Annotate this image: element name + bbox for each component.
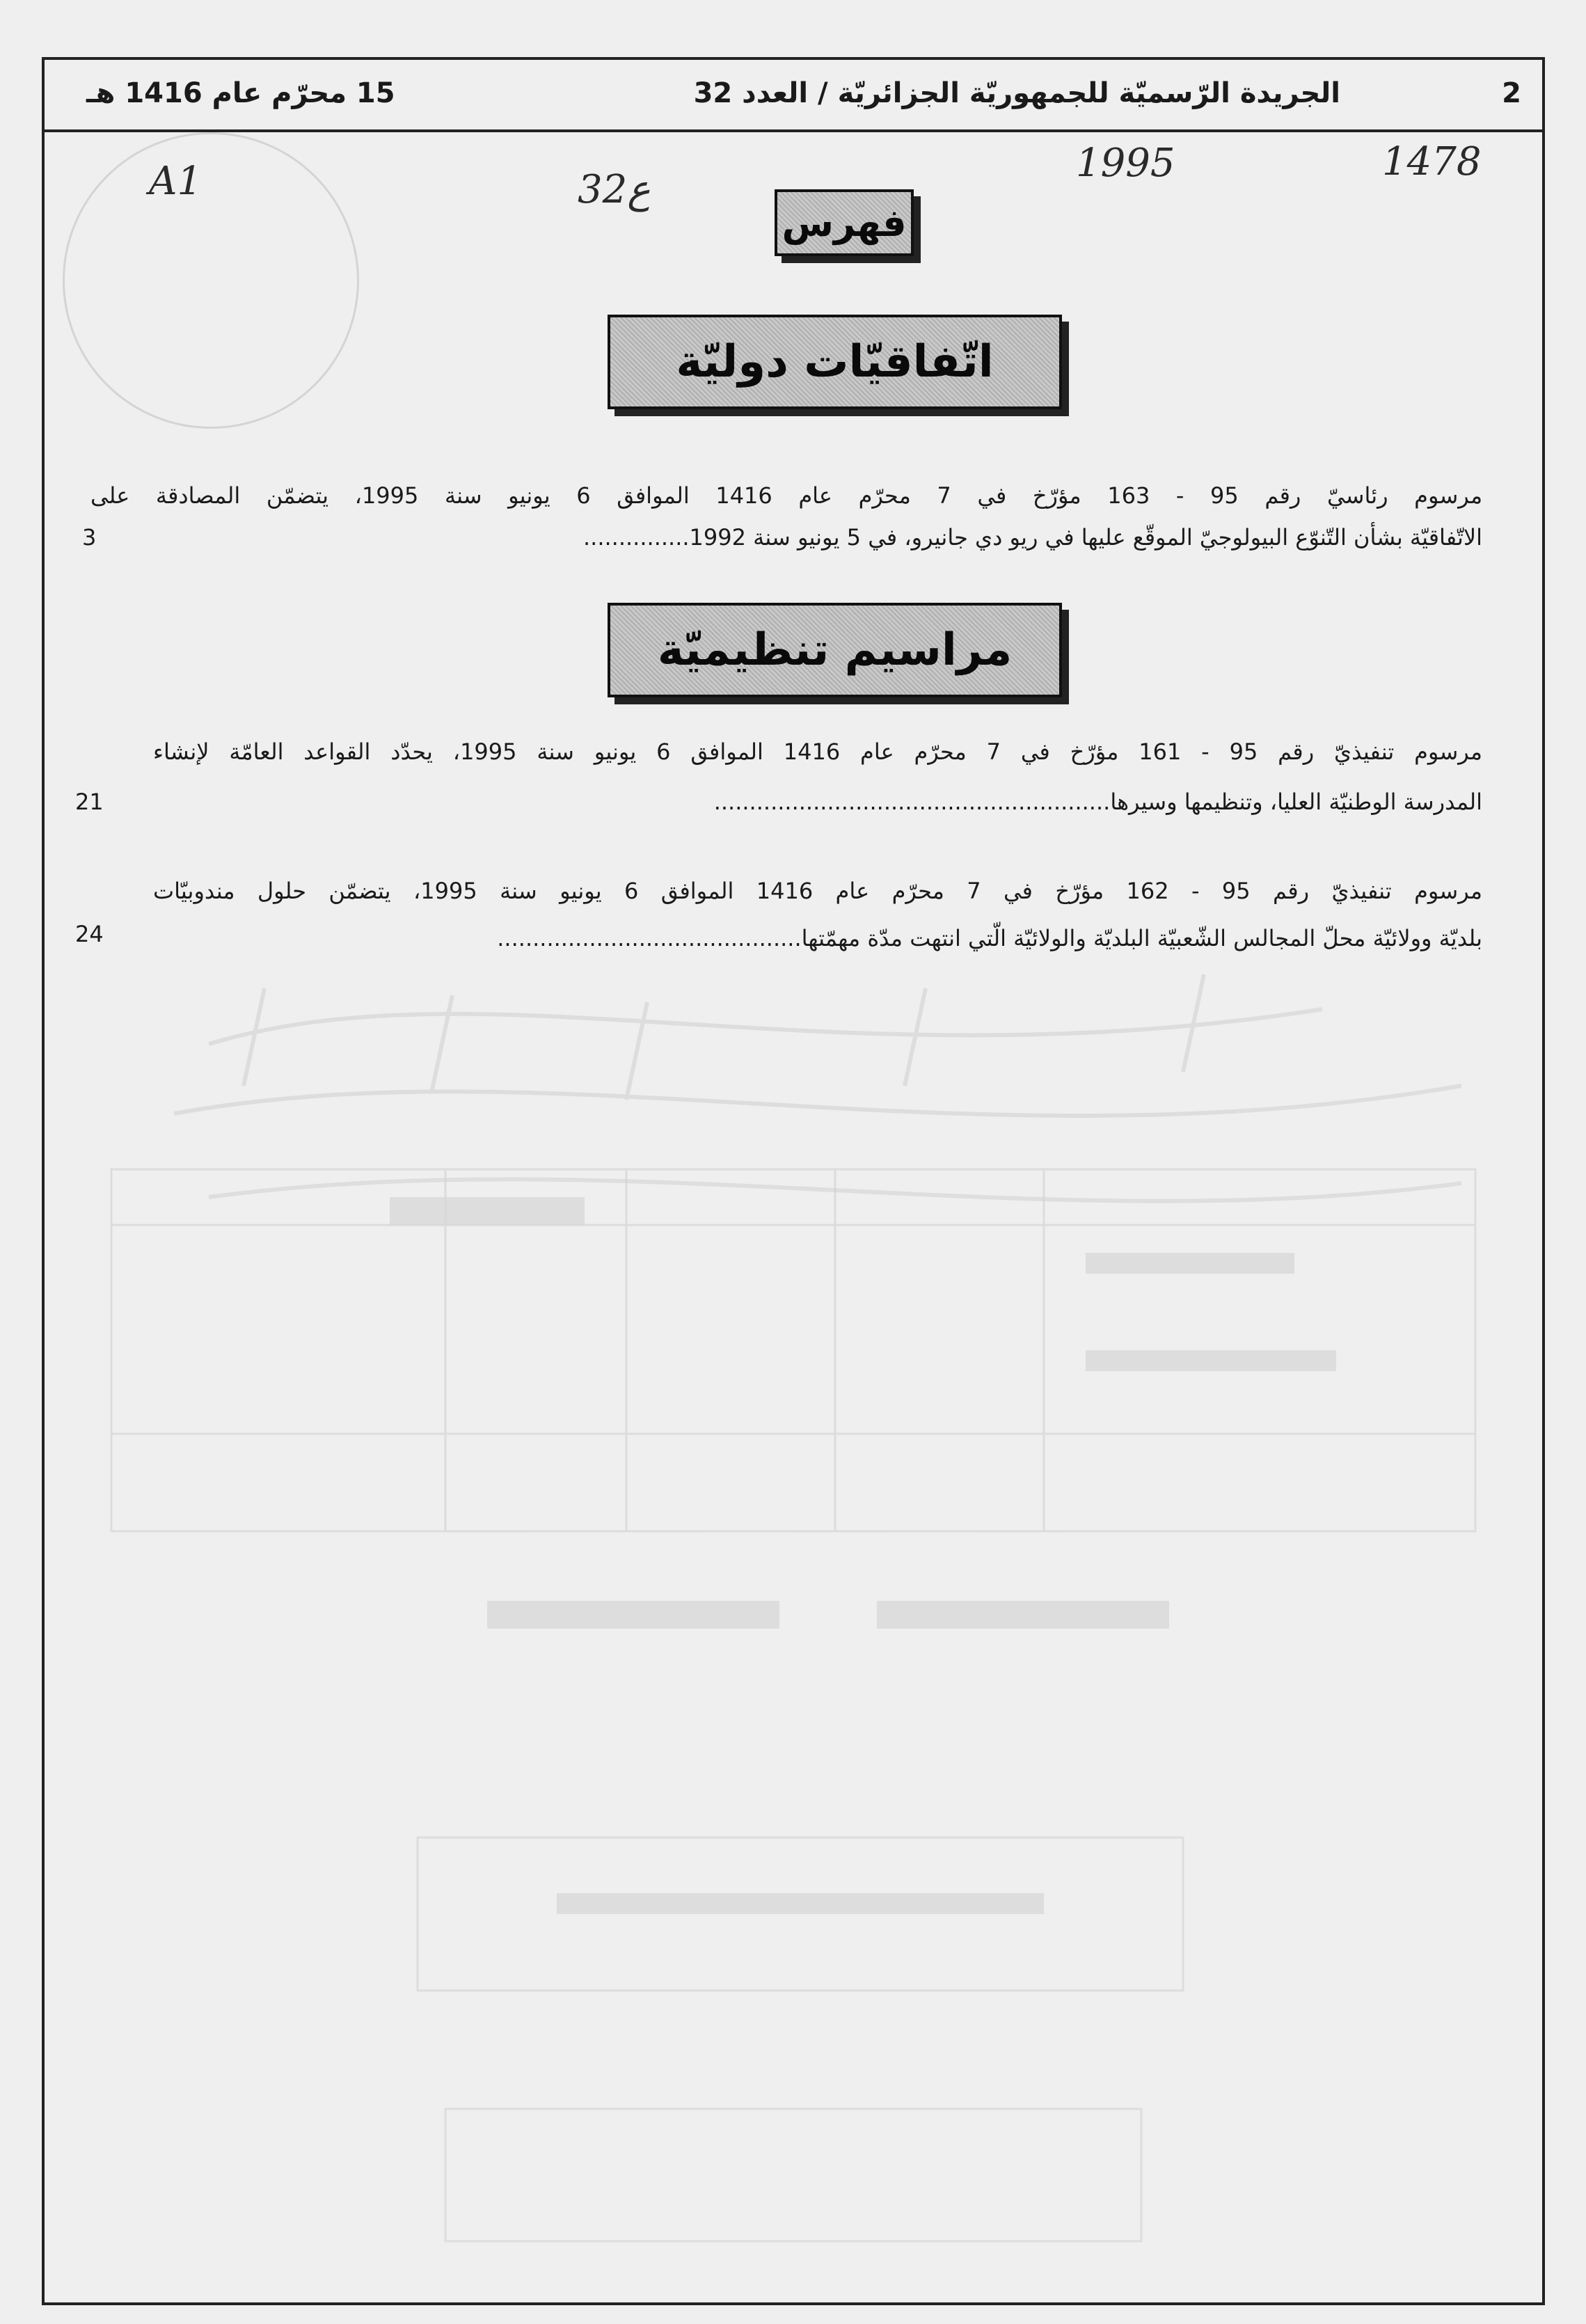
issue-date: 15 محرّم عام 1416 هـ [86, 77, 395, 109]
handwritten-issue-note: 32ع [578, 167, 651, 212]
journal-issue-title: الجريدة الرّسميّة للجمهوريّة الجزائريّة / العدد 32 [693, 77, 1340, 109]
entry-2-line-1: مرسوم تنفيذيّ رقم 95 - 161 مؤرّخ في 7 محرّم عام 1416 الموافق 6 يونيو سنة 1995، يحدّد القواعد العامّة لإنشاء [153, 738, 1483, 765]
entry-3-line-2: بلديّة وولائيّة محلّ المجالس الشّعبيّة البلديّة والولائيّة الّتي انتهت مدّة مهمّتها........................................... [497, 925, 1482, 951]
handwritten-note-left: A1 [149, 159, 203, 204]
section-heading-regulatory-text: مراسيم تنظيميّة [657, 624, 1013, 676]
entry-1-line-2: الاتّفاقيّة بشأن التّنوّع البيولوجيّ الموقّع عليها في ريو دي جانيرو، في 5 يونيو سنة 1992............... [582, 524, 1482, 551]
entry-3-line-1: مرسوم تنفيذيّ رقم 95 - 162 مؤرّخ في 7 محرّم عام 1416 الموافق 6 يونيو سنة 1995، يتضمّن حلول مندوبيّات [153, 878, 1483, 904]
entry-1-line-1: مرسوم رئاسيّ رقم 95 - 163 مؤرّخ في 7 محرّم عام 1416 الموافق 6 يونيو سنة 1995، يتضمّن المصادقة على [90, 482, 1483, 509]
page-number: 2 [1502, 77, 1521, 109]
index-title-box [775, 189, 914, 256]
entry-3-page: 24 [75, 921, 104, 947]
section-heading-international-text: اتّفاقيّات دوليّة [676, 336, 994, 388]
index-title: فهرس [782, 200, 907, 245]
section-heading-international [608, 315, 1062, 409]
section-heading-regulatory [608, 603, 1062, 697]
entry-2-line-2: المدرسة الوطنيّة العليا، وتنظيمها وسيرها........................................................ [713, 789, 1482, 815]
handwritten-year: 1995 [1076, 141, 1175, 186]
entry-2-page: 21 [75, 789, 104, 815]
entry-1-page: 3 [82, 524, 97, 551]
handwritten-number: 1478 [1382, 139, 1482, 184]
page-header [45, 60, 1542, 132]
